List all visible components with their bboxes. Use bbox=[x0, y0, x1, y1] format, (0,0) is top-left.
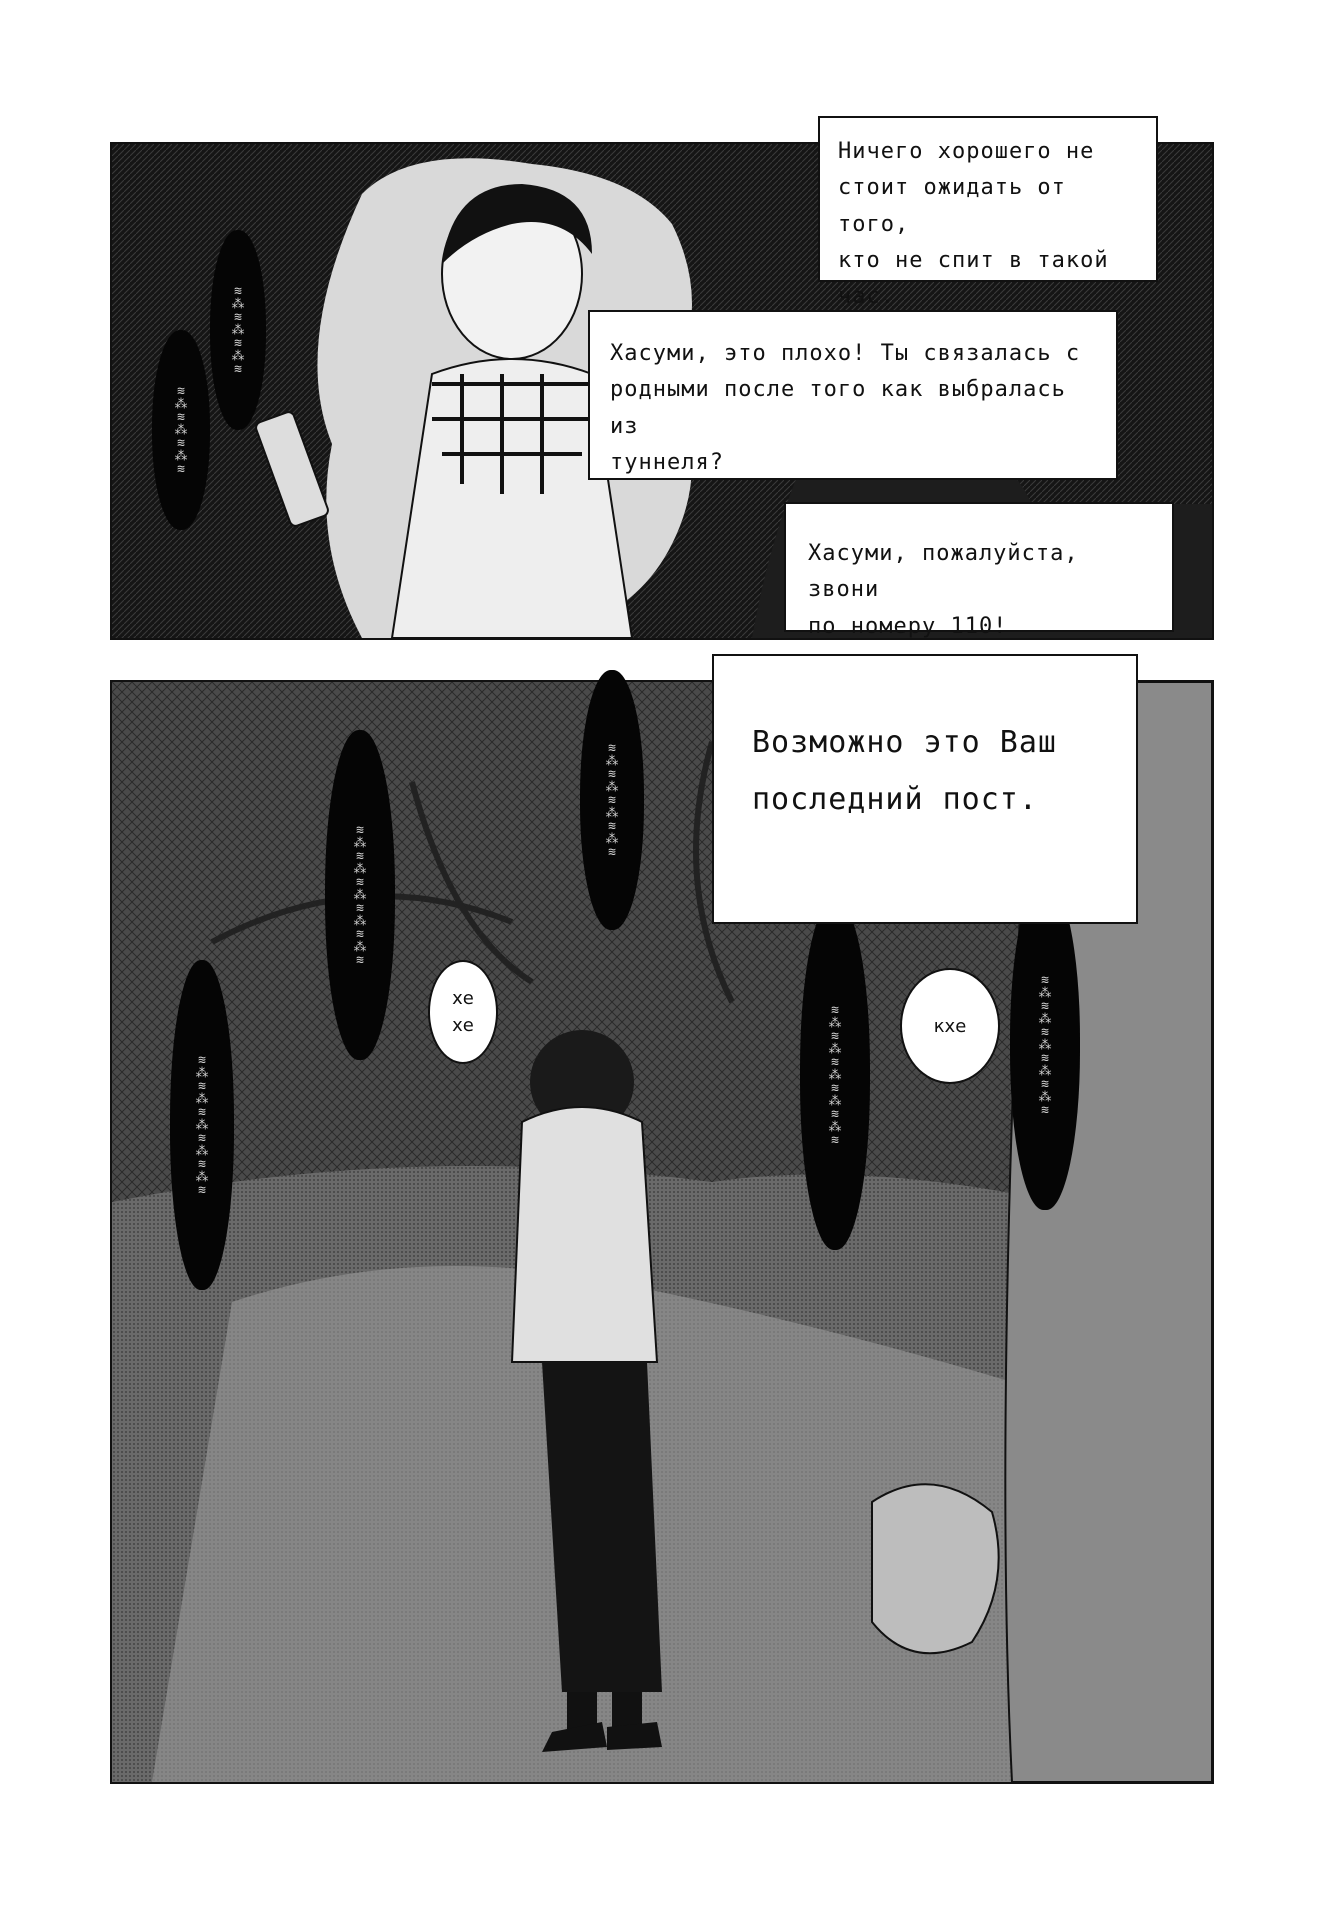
speech-bubble-hehe: хе хе bbox=[428, 960, 498, 1064]
caption-text: Хасуми, это плохо! Ты связалась с родными после того как выбралась из туннеля? bbox=[610, 341, 1081, 475]
caption-text: Ничего хорошего не стоит ожидать от того, кто не спит в такой час. bbox=[838, 139, 1109, 310]
caption-text: Хасуми, пожалуйста, звони по номеру 110! bbox=[808, 541, 1079, 639]
static-noise-bubble: ≋ ⁂ ≋ ⁂ ≋ ⁂ ≋ ⁂ ≋ ⁂ ≋ bbox=[1010, 880, 1080, 1210]
caption-text: Возможно это Ваш последний пост. bbox=[752, 725, 1057, 817]
caption-top-right bbox=[818, 116, 1158, 310]
static-noise-bubble: ≋ ⁂ ≋ ⁂ ≋ ⁂ ≋ ⁂ ≋ ⁂ ≋ bbox=[800, 900, 870, 1250]
caption-family bbox=[588, 310, 1118, 480]
speech-bubble-khe: кхе bbox=[900, 968, 1000, 1084]
static-noise-bubble: ≋ ⁂ ≋ ⁂ ≋ ⁂ ≋ bbox=[152, 330, 210, 530]
caption-last-post bbox=[712, 654, 1138, 924]
static-noise-bubble: ≋ ⁂ ≋ ⁂ ≋ ⁂ ≋ ⁂ ≋ ⁂ ≋ bbox=[325, 730, 395, 1060]
static-noise-bubble: ≋ ⁂ ≋ ⁂ ≋ ⁂ ≋ ⁂ ≋ bbox=[580, 670, 644, 930]
static-noise-bubble: ≋ ⁂ ≋ ⁂ ≋ ⁂ ≋ ⁂ ≋ ⁂ ≋ bbox=[170, 960, 234, 1290]
static-noise-bubble: ≋ ⁂ ≋ ⁂ ≋ ⁂ ≋ bbox=[210, 230, 266, 430]
caption-call bbox=[784, 502, 1174, 639]
